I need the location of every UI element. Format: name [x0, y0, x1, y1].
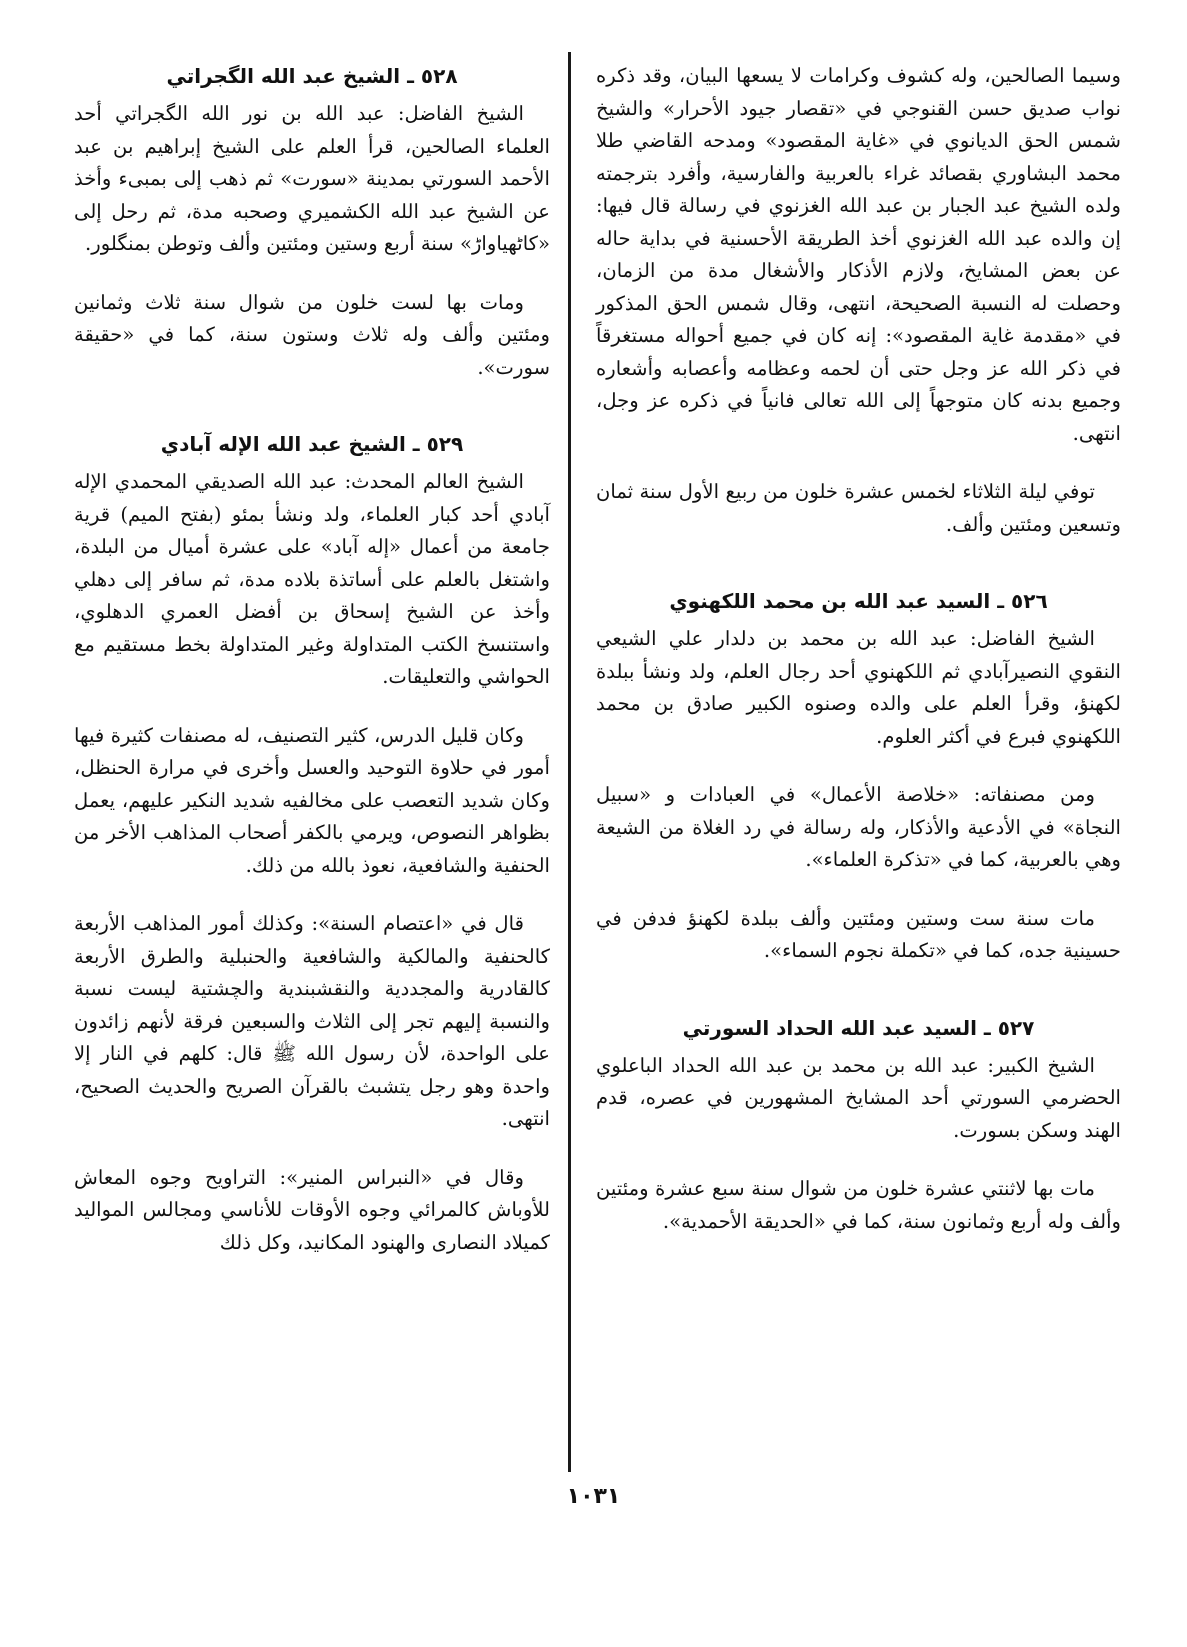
- paragraph: وسيما الصالحين، وله كشوف وكرامات لا يسعها البيان، وقد ذكره نواب صديق حسن القنوجي في «تقصار جيود الأحرار» والشيخ شمس الحق الديانوي في «غاية المقصود» ومدحه القاضي طلا محمد البشاوري بقصائد غراء بالعربية والفارسية، وأفرد بترجمته ولده الشيخ عبد الجبار بن عبد الله الغزنوي في رسالة قال فيها: إن والده عبد الله الغزنوي أخذ الطريقة الأحسنية في بداية حاله عن بعض المشايخ، ولازم الأذكار والأشغال مدة من الزمان، وحصلت له النسبة الصحيحة، انتهى، وقال شمس الحق المذكور في «مقدمة غاية المقصود»: إنه كان في جميع أحواله مستغرقاً في ذكر الله عز وجل حتى أن لحمه وعظامه وأعصابه وأشعاره وجميع بدنه كان متوجهاً إلى الله تعالى فانياً في ذكره عز وجل، انتهى.: [596, 64, 1121, 445]
- page-number: ١٠٣١: [566, 1484, 621, 1509]
- paragraph: ومات بها لست خلون من شوال سنة ثلاث وثمانين ومئتين وألف وله ثلاث وستون سنة، كما في «حقيقة سورت».: [74, 290, 550, 379]
- right-column: [596, 60, 1121, 1238]
- entry-title-528: ٥٢٨ ـ الشيخ عبد الله الگجراتي: [166, 64, 458, 88]
- paragraph: وكان قليل الدرس، كثير التصنيف، له مصنفات كثيرة فيها أمور في حلاوة التوحيد والعسل وأخرى في مرارة الحنظل، وكان شديد التعصب على مخالفيه شديد النكير عليهم، يعمل بظواهر النصوص، ويرمي بالكفر أصحاب المذاهب الأخر من الحنفية والشافعية، نعوذ بالله من ذلك.: [74, 723, 550, 877]
- paragraph: مات سنة ست وستين ومئتين وألف ببلدة لكهنؤ فدفن في حسينية جده، كما في «تكملة نجوم السماء».: [596, 906, 1121, 962]
- entry-title-529: ٥٢٩ ـ الشيخ عبد الله الإله آبادي: [160, 432, 464, 456]
- paragraph: توفي ليلة الثلاثاء لخمس عشرة خلون من ربيع الأول سنة ثمان وتسعين ومئتين وألف.: [596, 480, 1121, 536]
- entry-title-527: ٥٢٧ ـ السيد عبد الله الحداد السورتي: [682, 1015, 1035, 1040]
- paragraph: مات بها لاثنتي عشرة خلون من شوال سنة سبع عشرة ومئتين وألف وله أربع وثمانون سنة، كما في «الحديقة الأحمدية».: [596, 1177, 1121, 1233]
- paragraph: الشيخ العالم المحدث: عبد الله الصديقي المحمدي الإله آبادي أحد كبار العلماء، ولد ونشأ بمئو (بفتح الميم) قرية جامعة من أعمال «إله آباد» على عشرة أميال من البلدة، واشتغل بالعلم على أساتذة بلاده مدة، ثم سافر إلى دهلي وأخذ عن الشيخ إسحاق بن أفضل العمري الدهلوي، واستنسخ الكتب المتداولة وغير المتداولة بخط مستقيم مع الحواشي والتعليقات.: [74, 470, 550, 688]
- paragraph: ومن مصنفاته: «خلاصة الأعمال» في العبادات و «سبيل النجاة» في الأدعية والأذكار، وله رسالة في رد الغلاة من الشيعة وهي بالعربية، كما في «تذكرة العلماء».: [596, 783, 1121, 871]
- paragraph: الشيخ الفاضل: عبد الله بن نور الله الگجراتي أحد العلماء الصالحين، قرأ العلم على الشيخ إبراهيم بن عبد الأحمد السورتي بمدينة «سورت» ثم ذهب إلى بمبىء وأخذ عن الشيخ عبد الله الكشميري وصحبه مدة، ثم رحل إلى «كاٹهياواڑ» سنة أربع وستين ومئتين وألف وتوطن بمنگلور.: [74, 102, 550, 255]
- column-divider: [568, 52, 571, 1472]
- left-column: [74, 60, 550, 1259]
- paragraph: الشيخ الفاضل: عبد الله بن محمد بن دلدار علي الشيعي النقوي النصيرآبادي ثم اللكهنوي أحد رجال العلم، ولد ونشأ ببلدة لكهنؤ، وقرأ العلم على والده وصنوه الكبير صادق بن محمد اللكهنوي فبرع في أكثر العلوم.: [596, 627, 1121, 748]
- paragraph: قال في «اعتصام السنة»: وكذلك أمور المذاهب الأربعة كالحنفية والمالكية والشافعية والحنبلية والطرق الأربعة كالقادرية والمجددية والنقشبندية والچشتية ليست نسبة والنسبة إليهم تجر إلى الثلاث والسبعين فرقة لأنهم زائدون على الواحدة، لأن رسول الله ﷺ قال: كلهم في النار إلا واحدة وهو رجل يتشبث بالقرآن الصريح والحديث الصحيح، انتهى.: [74, 912, 550, 1130]
- paragraph: الشيخ الكبير: عبد الله بن محمد بن عبد الله الحداد الباعلوي الحضرمي السورتي أحد المشايخ المشهورين في عصره، قدم الهند وسكن بسورت.: [596, 1053, 1121, 1142]
- entry-title-526: ٥٢٦ ـ السيد عبد الله بن محمد اللكهنوي: [669, 589, 1048, 613]
- paragraph: وقال في «النبراس المنير»: التراويح وجوه المعاش للأوباش كالمرائي وجوه الأوقات للأناسي ومجالس المواليد كميلاد النصارى والهنود المكانيد، وكل ذلك: [74, 1165, 550, 1254]
